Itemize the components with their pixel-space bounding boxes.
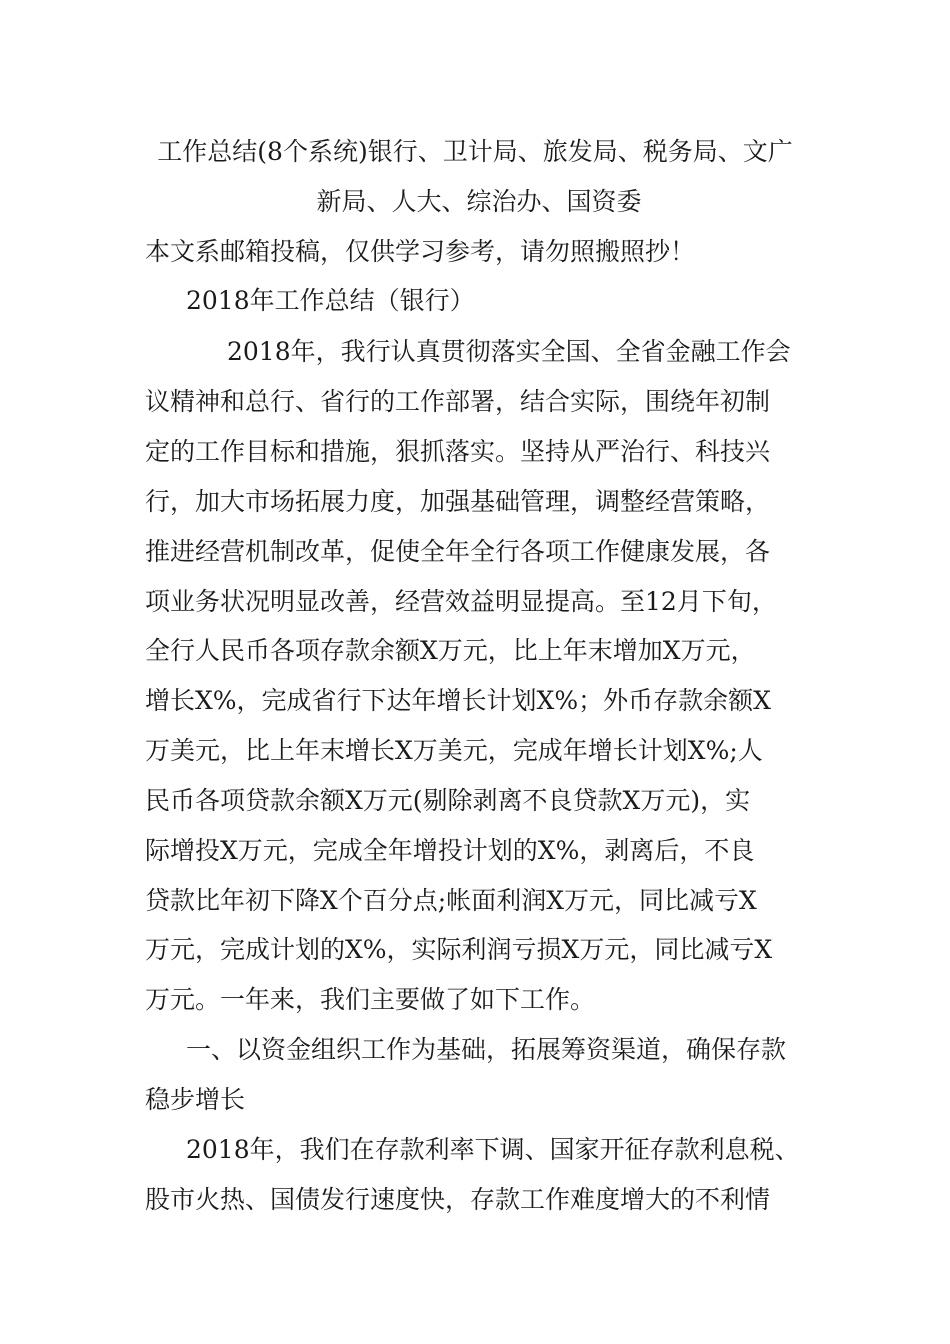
document-title-line-1: 工作总结(8个系统)银行、卫计局、旅发局、税务局、文广 (157, 137, 793, 166)
notice-text: 本文系邮箱投稿，仅供学习参考，请勿照搬照抄！ (145, 237, 696, 266)
body-line: 2018年，我行认真贯彻落实全国、全省金融工作会 (227, 337, 791, 366)
body-line: 推进经营机制改革，促使全年全行各项工作健康发展，各 (145, 537, 771, 566)
body-line: 际增投X万元，完成全年增投计划的X%，剥离后，不良 (145, 836, 755, 865)
body-line: 增长X%，完成省行下达年增长计划X%；外币存款余额X (145, 686, 771, 715)
section-heading: 2018年工作总结（银行） (186, 286, 475, 315)
body-line: 项业务状况明显改善，经营效益明显提高。至12月下旬， (145, 587, 777, 616)
document-title-line-2: 新局、人大、综治办、国资委 (316, 187, 642, 216)
body-line: 议精神和总行、省行的工作部署，结合实际，围绕年初制 (145, 387, 771, 416)
body-line: 万元。一年来，我们主要做了如下工作。 (145, 985, 596, 1014)
body-line: 万美元，比上年末增长X万美元，完成年增长计划X%;人 (145, 736, 763, 765)
body-line: 全行人民币各项存款余额X万元，比上年末增加X万元， (145, 636, 756, 665)
closing-line: 股市火热、国债发行速度快，存款工作难度增大的不利情 (145, 1185, 771, 1214)
closing-line: 2018年，我们在存款利率下调、国家开征存款利息税、 (186, 1135, 800, 1164)
subheading-line: 稳步增长 (145, 1085, 246, 1114)
body-line: 定的工作目标和措施，狠抓落实。坚持从严治行、科技兴 (145, 437, 771, 466)
body-line: 万元，完成计划的X%，实际利润亏损X万元，同比减亏X (145, 935, 773, 964)
body-line: 贷款比年初下降X个百分点;帐面利润X万元，同比减亏X (145, 886, 757, 915)
body-line: 行，加大市场拓展力度，加强基础管理，调整经营策略， (145, 487, 771, 516)
body-line: 民币各项贷款余额X万元(剔除剥离不良贷款X万元)，实 (145, 786, 751, 815)
subheading-line: 一、以资金组织工作为基础，拓展筹资渠道，确保存款 (186, 1035, 787, 1064)
